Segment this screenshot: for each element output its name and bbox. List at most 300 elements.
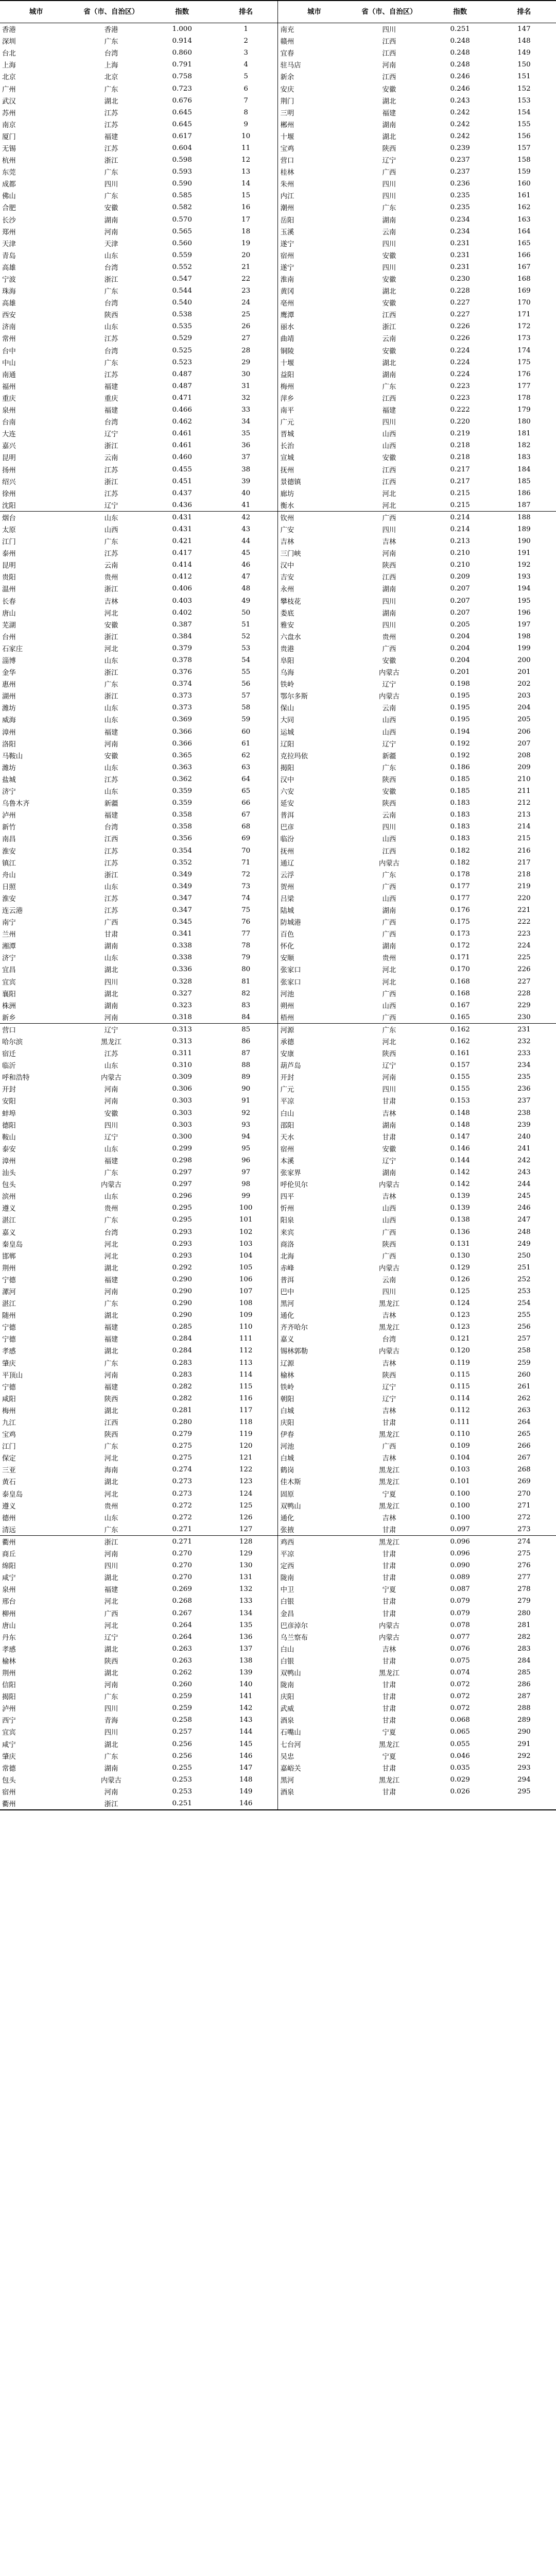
table-row	[0, 844, 556, 856]
rank-cell: 222	[517, 918, 531, 926]
city-cell: 高雄	[2, 264, 16, 272]
city-cell: 宜宾	[2, 978, 16, 987]
index-cell: 0.356	[172, 835, 192, 843]
province-cell: 山东	[104, 764, 118, 772]
city-cell: 忻州	[278, 1202, 350, 1214]
index-cell: 0.341	[172, 930, 192, 938]
city-cell: 吕梁	[278, 892, 350, 904]
province-cell: 新疆	[104, 800, 118, 808]
index-cell: 0.272	[172, 1501, 192, 1510]
rank-cell: 295	[517, 1787, 531, 1795]
province-cell: 浙江	[104, 669, 118, 677]
city-cell: 营口	[278, 154, 350, 166]
city-cell: 湛江	[2, 1300, 16, 1309]
city-cell: 陆城	[278, 904, 350, 916]
rank-cell: 288	[517, 1704, 531, 1713]
province-cell: 山西	[382, 1217, 396, 1225]
city-cell: 丽水	[278, 320, 350, 332]
city-cell: 赤峰	[278, 1262, 350, 1274]
city-cell: 威海	[2, 717, 16, 725]
province-cell: 台湾	[104, 300, 118, 308]
province-cell: 山西	[382, 1205, 396, 1213]
rank-cell: 126	[239, 1513, 253, 1521]
city-cell: 泸州	[2, 1705, 16, 1714]
rank-cell: 232	[517, 1038, 531, 1046]
rank-cell: 195	[517, 597, 531, 605]
province-cell: 广东	[104, 1526, 118, 1534]
city-cell: 双鸭山	[278, 1667, 350, 1679]
rank-cell: 177	[517, 382, 531, 390]
rank-cell: 278	[517, 1585, 531, 1594]
province-cell: 内蒙古	[100, 1181, 122, 1190]
table-row	[0, 1655, 556, 1667]
index-cell: 0.378	[172, 656, 192, 665]
province-cell: 江苏	[104, 776, 118, 784]
table-row	[0, 1345, 556, 1357]
index-cell: 0.210	[450, 561, 470, 569]
index-cell: 0.138	[450, 1216, 470, 1224]
rank-cell: 72	[241, 870, 251, 878]
province-cell: 四川	[382, 824, 396, 832]
table-row	[0, 1155, 556, 1166]
table-row	[0, 1238, 556, 1250]
rank-cell: 260	[517, 1370, 531, 1379]
rank-cell: 64	[241, 775, 251, 783]
province-cell: 四川	[382, 26, 396, 35]
province-cell: 内蒙古	[378, 1634, 400, 1642]
index-cell: 0.283	[172, 1359, 192, 1367]
rank-cell: 113	[239, 1359, 253, 1367]
table-row	[0, 880, 556, 892]
province-cell: 广西	[382, 919, 396, 927]
rank-cell: 49	[241, 597, 251, 605]
rank-cell: 231	[492, 1023, 556, 1036]
province-cell: 河北	[104, 1241, 118, 1249]
city-cell: 深圳	[2, 38, 16, 46]
index-cell: 0.182	[450, 858, 470, 867]
rank-cell: 207	[517, 739, 531, 748]
province-cell: 安徽	[382, 347, 396, 355]
rank-cell: 276	[517, 1562, 531, 1570]
rank-cell: 142	[239, 1704, 253, 1713]
rank-cell: 66	[241, 799, 251, 807]
province-cell: 广东	[350, 1023, 428, 1036]
index-cell: 0.222	[450, 406, 470, 414]
city-cell: 抚州	[278, 463, 350, 475]
province-cell: 湖北	[382, 288, 396, 296]
index-cell: 0.387	[172, 620, 192, 629]
table-row	[0, 273, 556, 285]
province-cell: 河南	[382, 550, 396, 558]
index-cell: 0.173	[450, 930, 470, 938]
table-row	[0, 678, 556, 690]
index-cell: 0.168	[450, 977, 470, 986]
province-cell: 陕西	[104, 1431, 118, 1439]
index-cell: 0.227	[450, 299, 470, 307]
province-cell: 福建	[104, 728, 118, 737]
table-row	[0, 1119, 556, 1131]
table-row	[0, 1333, 556, 1345]
city-cell: 重庆	[2, 395, 16, 403]
province-cell: 黑龙江	[378, 1300, 400, 1309]
province-cell: 黑龙江	[378, 1479, 400, 1487]
index-cell: 0.313	[150, 1023, 214, 1036]
index-cell: 0.263	[172, 1656, 192, 1665]
province-cell: 山西	[382, 895, 396, 903]
rank-cell: 124	[239, 1489, 253, 1498]
province-cell: 四川	[382, 598, 396, 606]
city-cell: 葫芦岛	[278, 1059, 350, 1071]
rank-cell: 157	[517, 144, 531, 152]
rank-cell: 255	[517, 1311, 531, 1319]
rank-cell: 281	[517, 1621, 531, 1629]
rank-cell: 104	[239, 1251, 253, 1260]
city-cell: 泰安	[2, 1145, 16, 1154]
rank-cell: 30	[241, 370, 251, 378]
province-cell: 湖北	[104, 1741, 118, 1749]
table-row	[0, 666, 556, 678]
index-cell: 0.295	[172, 1216, 192, 1224]
rank-cell: 58	[241, 704, 251, 712]
table-row	[0, 1535, 556, 1548]
table-row	[0, 380, 556, 392]
city-cell: 唐山	[2, 609, 16, 618]
rank-cell: 13	[241, 168, 251, 176]
city-cell: 贵港	[278, 642, 350, 654]
rank-cell: 186	[517, 489, 531, 497]
rank-cell: 262	[517, 1394, 531, 1402]
city-cell: 金华	[2, 669, 16, 677]
rank-cell: 70	[241, 846, 251, 855]
index-cell: 0.421	[172, 537, 192, 546]
province-cell: 山东	[104, 1514, 118, 1522]
province-cell: 甘肃	[382, 1133, 396, 1142]
province-cell: 浙江	[382, 324, 396, 332]
province-cell: 广东	[104, 1443, 118, 1451]
province-cell: 辽宁	[382, 1383, 396, 1392]
index-cell: 0.185	[450, 787, 470, 795]
index-cell: 0.349	[172, 870, 192, 878]
province-cell: 广东	[104, 359, 118, 367]
index-cell: 0.243	[450, 96, 470, 105]
rank-cell	[492, 1798, 556, 1810]
index-cell: 0.282	[172, 1382, 192, 1391]
city-cell: 吉林	[278, 535, 350, 547]
index-cell: 0.165	[450, 1013, 470, 1021]
province-cell: 广西	[382, 1229, 396, 1237]
province-cell: 河南	[104, 740, 118, 749]
city-cell: 鄂尔多斯	[278, 690, 350, 702]
index-cell: 0.121	[450, 1335, 470, 1343]
index-cell: 0.161	[450, 1049, 470, 1058]
province-cell: 安徽	[382, 1145, 396, 1154]
rank-cell: 182	[517, 442, 531, 450]
index-cell: 0.237	[450, 156, 470, 164]
table-row	[0, 1011, 556, 1024]
province-cell: 湖南	[104, 216, 118, 225]
city-cell: 攀枝花	[278, 595, 350, 607]
rank-cell: 34	[241, 418, 251, 426]
table-row	[0, 559, 556, 571]
city-cell: 蚌埠	[2, 1110, 16, 1118]
rank-cell: 32	[241, 394, 251, 402]
table-row	[0, 404, 556, 416]
province-cell: 安徽	[382, 86, 396, 94]
province-cell: 重庆	[104, 395, 118, 403]
province-cell: 甘肃	[382, 1098, 396, 1106]
city-cell: 宝鸡	[2, 1431, 16, 1439]
rank-cell: 52	[241, 632, 251, 640]
city-cell: 石家庄	[2, 645, 23, 653]
province-cell: 浙江	[104, 871, 118, 879]
city-cell: 佛山	[2, 193, 16, 201]
city-cell: 宜宾	[2, 1729, 16, 1737]
table-row	[0, 476, 556, 487]
table-row	[0, 1083, 556, 1095]
index-cell: 0.461	[172, 442, 192, 450]
rank-cell: 43	[241, 525, 251, 533]
index-cell: 0.242	[450, 132, 470, 140]
rank-cell: 132	[239, 1585, 253, 1594]
province-cell: 辽宁	[104, 502, 118, 510]
province-cell: 河南	[104, 1788, 118, 1797]
index-cell: 0.176	[450, 906, 470, 914]
rank-cell: 247	[517, 1216, 531, 1224]
province-cell: 山东	[104, 883, 118, 891]
city-cell: 四平	[278, 1190, 350, 1202]
city-cell: 郑州	[2, 228, 16, 236]
table-row	[0, 1036, 556, 1047]
index-cell: 0.183	[450, 811, 470, 819]
province-cell: 山西	[382, 836, 396, 844]
index-cell	[428, 1798, 492, 1810]
province-cell: 山东	[72, 511, 150, 523]
rank-cell: 267	[517, 1454, 531, 1462]
rank-cell: 118	[239, 1418, 253, 1427]
rank-cell: 106	[239, 1275, 253, 1283]
rank-cell: 176	[517, 370, 531, 378]
city-cell: 临汾	[278, 833, 350, 844]
table-row	[0, 1226, 556, 1238]
city-cell: 哈尔滨	[2, 1039, 23, 1047]
city-cell: 岳阳	[278, 214, 350, 226]
province-cell: 陕西	[104, 312, 118, 320]
city-cell: 北海	[278, 1250, 350, 1262]
city-cell: 朝阳	[278, 1393, 350, 1404]
province-cell: 广东	[104, 1693, 118, 1702]
city-cell: 揭阳	[278, 761, 350, 773]
rank-cell: 98	[241, 1180, 251, 1189]
table-row	[0, 357, 556, 368]
province-cell: 江苏	[104, 895, 118, 903]
index-cell: 0.295	[172, 1204, 192, 1212]
rank-cell: 27	[241, 334, 251, 343]
index-cell: 0.282	[172, 1394, 192, 1402]
index-cell: 0.293	[172, 1251, 192, 1260]
index-cell: 0.253	[172, 1775, 192, 1784]
city-cell: 江门	[2, 538, 16, 547]
rank-cell: 243	[517, 1168, 531, 1177]
province-cell: 广东	[382, 205, 396, 213]
rank-cell: 212	[517, 799, 531, 807]
city-cell: 锡林郭勒	[278, 1345, 350, 1357]
index-cell: 0.239	[450, 144, 470, 152]
index-cell: 0.271	[172, 1525, 192, 1533]
province-cell: 广西	[382, 883, 396, 891]
city-cell: 承德	[278, 1036, 350, 1047]
province-cell: 甘肃	[382, 1705, 396, 1714]
rank-cell: 229	[517, 1001, 531, 1009]
index-cell: 0.296	[172, 1192, 192, 1200]
province-cell: 湖南	[382, 121, 396, 129]
rank-cell: 223	[517, 930, 531, 938]
rank-cell: 286	[517, 1681, 531, 1689]
rank-cell: 94	[241, 1132, 251, 1141]
city-cell: 宁德	[2, 1383, 16, 1392]
index-cell: 0.219	[450, 430, 470, 438]
province-cell: 四川	[382, 264, 396, 272]
rank-cell: 285	[517, 1668, 531, 1676]
province-cell: 安徽	[382, 252, 396, 260]
city-cell: 揭阳	[2, 1693, 16, 1702]
city-cell: 鹤岗	[278, 1464, 350, 1476]
city-cell: 咸阳	[2, 1395, 16, 1403]
rank-cell: 206	[517, 727, 531, 736]
table-row	[0, 1488, 556, 1500]
province-cell: 湖北	[104, 1669, 118, 1677]
index-cell: 0.218	[450, 442, 470, 450]
table-row	[0, 1702, 556, 1714]
table-row	[0, 1404, 556, 1416]
city-cell: 遵义	[2, 1205, 16, 1213]
city-cell: 衢州	[0, 1798, 72, 1810]
province-cell: 河北	[382, 967, 396, 975]
province-cell: 山西	[382, 1002, 396, 1010]
rank-cell: 92	[241, 1109, 251, 1117]
index-cell: 0.144	[450, 1156, 470, 1164]
index-cell: 1.000	[172, 25, 192, 33]
index-cell: 0.462	[172, 418, 192, 426]
city-cell: 宿州	[2, 1788, 16, 1797]
rank-cell: 130	[239, 1562, 253, 1570]
province-cell: 浙江	[104, 586, 118, 594]
city-cell: 荆州	[2, 1669, 16, 1677]
city-cell: 白山	[278, 1107, 350, 1119]
table-row	[0, 857, 556, 869]
index-cell: 0.125	[450, 1287, 470, 1295]
table-row	[0, 773, 556, 785]
city-cell: 漯河	[2, 1288, 16, 1296]
rank-cell: 29	[241, 358, 251, 366]
city-cell: 宁德	[2, 1324, 16, 1332]
index-cell: 0.309	[172, 1073, 192, 1081]
province-cell: 湖北	[104, 990, 118, 998]
index-cell: 0.290	[172, 1311, 192, 1319]
index-cell: 0.414	[172, 561, 192, 569]
rank-cell: 53	[241, 644, 251, 652]
province-cell: 贵州	[104, 574, 118, 582]
rank-cell: 99	[241, 1192, 251, 1200]
rank-cell: 198	[517, 632, 531, 640]
index-cell: 0.198	[450, 680, 470, 688]
province-cell: 海南	[104, 1467, 118, 1475]
index-cell: 0.162	[450, 1038, 470, 1046]
city-cell: 酒泉	[278, 1714, 350, 1726]
city-cell: 通化	[278, 1309, 350, 1321]
index-cell: 0.248	[450, 49, 470, 57]
province-cell: 四川	[382, 621, 396, 630]
province-cell: 广东	[104, 1360, 118, 1368]
index-cell: 0.523	[172, 358, 192, 366]
province-cell: 云南	[104, 562, 118, 570]
city-cell: 香港	[2, 26, 16, 35]
province-cell: 台湾	[104, 347, 118, 355]
province-cell: 内蒙古	[378, 859, 400, 868]
index-cell: 0.101	[450, 1478, 470, 1486]
rank-cell: 168	[517, 275, 531, 283]
rank-cell: 120	[239, 1442, 253, 1450]
index-cell: 0.119	[450, 1359, 470, 1367]
province-cell: 江苏	[104, 371, 118, 379]
table-row	[0, 988, 556, 999]
index-cell: 0.451	[172, 477, 192, 485]
table-row	[0, 1679, 556, 1690]
rank-cell: 14	[241, 180, 251, 188]
city-cell: 潮州	[278, 201, 350, 213]
city-cell: 宜昌	[2, 967, 16, 975]
province-cell: 福建	[104, 1157, 118, 1165]
index-cell: 0.087	[450, 1585, 470, 1594]
table-row	[0, 1500, 556, 1512]
city-cell: 柳州	[2, 1610, 16, 1618]
rank-cell: 28	[241, 346, 251, 354]
rank-cell: 215	[517, 835, 531, 843]
province-cell: 福建	[104, 1383, 118, 1392]
province-cell: 甘肃	[382, 1682, 396, 1690]
table-row	[0, 1643, 556, 1655]
city-cell: 贺州	[278, 880, 350, 892]
index-cell: 0.129	[450, 1263, 470, 1272]
province-cell: 黑龙江	[378, 1431, 400, 1439]
index-cell: 0.403	[172, 597, 192, 605]
index-cell: 0.284	[172, 1347, 192, 1355]
rank-cell: 196	[517, 608, 531, 617]
header-rank: 排名	[214, 1, 278, 23]
rank-cell: 19	[241, 239, 251, 247]
province-cell: 广东	[104, 193, 118, 201]
rank-cell: 17	[241, 215, 251, 224]
table-row	[0, 928, 556, 940]
city-cell: 肇庆	[2, 1360, 16, 1368]
city-cell: 中山	[2, 359, 16, 367]
province-cell: 湖南	[104, 1765, 118, 1773]
city-cell: 商丘	[2, 1551, 16, 1559]
rank-cell: 211	[517, 787, 531, 795]
index-cell: 0.146	[450, 1144, 470, 1153]
index-cell: 0.235	[450, 192, 470, 200]
city-cell: 淮安	[2, 895, 16, 903]
index-cell: 0.104	[450, 1454, 470, 1462]
index-cell: 0.130	[450, 1251, 470, 1260]
city-cell: 昆明	[2, 562, 16, 570]
province-cell: 浙江	[104, 633, 118, 641]
province-cell: 江苏	[104, 907, 118, 915]
rank-cell: 217	[517, 858, 531, 867]
city-cell: 河池	[278, 988, 350, 999]
table-row	[0, 332, 556, 344]
province-cell: 江苏	[104, 145, 118, 153]
rank-cell: 73	[241, 882, 251, 890]
